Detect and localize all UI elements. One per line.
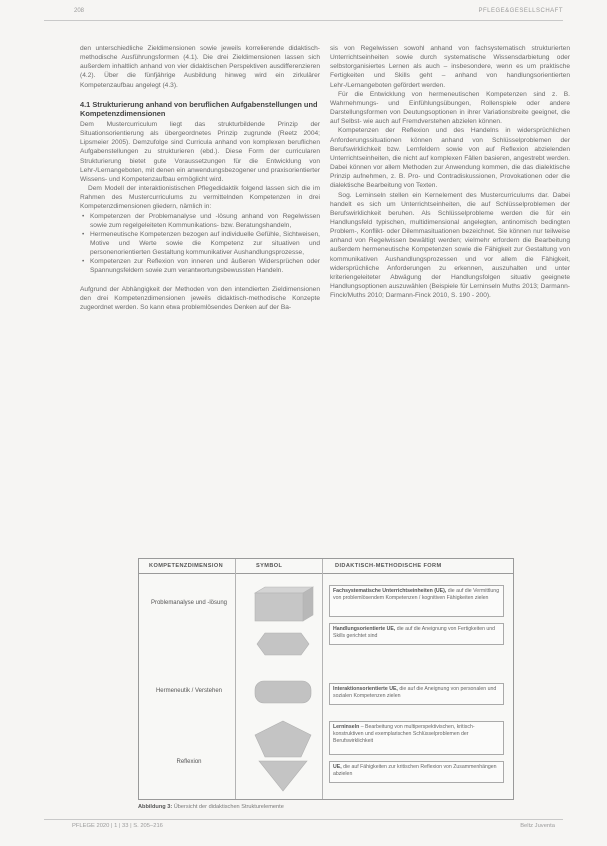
row-label-reflexion: Reflexion xyxy=(176,759,202,765)
page-number: 208 xyxy=(74,8,85,14)
form-box-lerninseln: Lerninseln – Bearbeitung von multiperspektivischen, kritisch-konstruktiven und exemplarischen Schlüsselproblemen der Berufswirklichkeit xyxy=(329,721,504,755)
right-column xyxy=(330,44,570,300)
rounded-block-symbol-icon xyxy=(249,677,317,707)
figure-col-form: DIDAKTISCH-METHODISCHE FORM xyxy=(335,563,442,569)
list-item: • Hermeneutische Kompetenzen bezogen auf individuelle Gefühle, Sichtweisen, Motive und Werte sowie die Kompetenz zur situativen und personenorientierten Gestaltung kommunikativer Aushandlungsprozesse, xyxy=(86,230,320,257)
paragraph: den unterschiedliche Zieldimensionen sowie jeweils korrelierende didaktisch-methodische Ausführungsformen (4.1). Die drei Zieldimensionen lassen sich außerdem inhaltlich anhand von vier didaktischen Perspektiven ausdifferenzieren (4.2). Über die fünfjährige Ausbildung hinweg wird ein zirkulärer Kompetenzaufbau angelegt (4.3). xyxy=(80,45,320,89)
paragraph: Sog. Lerninseln stellen ein Kernelement des Mustercurriculums dar. Dabei handelt es sich um Unterrichtseinheiten, die auf Schlüsselproblemen der Berufswirklichkeit beruhen. Als Schlüsselprobleme werden die für ein Handlungsfeld typischen, multidimensional angelegten, antinomisch bedingten Problem-, Konflikt- oder Dilemmasituationen bezeichnet. Sie können nur teilweise anhand von Regelwissen bewältigt werden; vielmehr erfordern die Bearbeitung außerdem hermeneutische Kompetenzen sowie die Fähigkeit zur Gestaltung von kommunikativen Aushandlungsprozessen und vor allem die Fähigkeit, widersprüchliche Anforderungen zu erkennen, auszuhalten und unter kriteriengeleiteter Abwägung der Handlungsfolgen situativ geeignete Handlungsoptionen auszuwählen (Beispiele für Lerninseln Muths 2013; Darmann-Finck/Muths 2010; Darmann-Finck 2010, S. 190 - 200). xyxy=(330,191,570,300)
form-box-interaktionsorientiert: Interaktionsorientierte UE, die auf die Aneignung von personalen und sozialen Kompetenzen zielen xyxy=(329,683,504,705)
section-heading: 4.1 Strukturierung anhand von beruflichen Aufgabenstellungen und Kompetenzdimensionen xyxy=(80,99,318,119)
figure-col-symbol: SYMBOL xyxy=(256,563,283,569)
list-item: • Kompetenzen zur Reflexion von inneren und äußeren Widersprüchen oder Spannungsfeldern sowie zum verantwortungsbewussten Handeln. xyxy=(86,257,320,275)
paragraph: Dem Mustercurriculum liegt das strukturbildende Prinzip der Situationsorientierung als übergeordnetes Prinzip zugrunde (Reetz 2004; Lipsmeier 2005). Demzufolge sind Curricula anhand von komplexen beruflichen Aufgabenstellungen zu strukturieren (ebd.). Diese Form der curricularen Strukturierung bietet gute Voraussetzungen für die Entwicklung von Lehr-/Lernangeboten, mit denen ein anwendungsbezogener und praxisorientierter Wissens- und Kompetenzaufbau ermöglicht wird. xyxy=(80,120,320,183)
footer-citation: PFLEGE 2020 | 1 | 33 | S. 205–216 xyxy=(72,823,163,829)
figure-header xyxy=(139,559,513,574)
list-item: • Kompetenzen der Problemanalyse und -lösung anhand von Regelwissen sowie zum regelgeleiteten Kommunikations- bzw. Beratungshandeln, xyxy=(86,212,320,230)
figure-caption: Abbildung 3: Übersicht der didaktischen Strukturelemente xyxy=(138,804,284,810)
paragraph: Aufgrund der Abhängigkeit der Methoden von den intendierten Zieldimensionen den drei Kompetenzdimensionen jeweils didaktisch-methodische Konzepte zugeordnet werden. So kann etwa problemlösendes Denken auf der Ba- xyxy=(80,285,320,311)
figure-didactic-elements xyxy=(138,558,514,800)
pentagon-symbol-icon xyxy=(253,719,313,759)
form-box-fachsystematisch: Fachsystematische Unterrichtseinheiten (UE), die auf die Vermittlung von problemlösendem Kompetenzen / kognitiven Fähigkeiten zielen xyxy=(329,585,504,617)
page-header xyxy=(44,6,563,21)
form-box-handlungsorientiert: Handlungsorientierte UE, die auf die Aneignung von Fertigkeiten und Skills gerichtet sind xyxy=(329,623,504,645)
row-label-problemanalyse: Problemanalyse und -lösung xyxy=(150,600,228,606)
journal-name: PFLEGE&GESELLSCHAFT xyxy=(478,8,563,14)
form-box-reflexion: UE, die auf Fähigkeiten zur kritischen Reflexion von Zusammenhängen abzielen xyxy=(329,761,504,783)
paragraph: Dem Modell der interaktionistischen Pflegedidaktik folgend lassen sich die im Rahmen des Mustercurriculums zu vermittelnden Kompetenzen in drei Kompetenzdimensionen gliedern, nämlich in: xyxy=(80,185,320,211)
footer-publisher: Beltz Juventa xyxy=(520,823,555,829)
paragraph: Kompetenzen der Reflexion und des Handelns in widersprüchlichen Anforderungssituationen können anhand von Schlüsselproblemen der Berufswirklichkeit bzw. Lernfeldern sowie von auf Reflexion abzielenden Unterrichtseinheiten, die nicht auf komplexen Fällen basieren, angestrebt werden. Dabei können vor allem Methoden zur Anwendung kommen, die das dialektische Prinzip aufnehmen, z. B. Pro- und Contradiskussionen, Provokationen oder die dialektische Bearbeitung von Texten. xyxy=(330,127,570,190)
bullet-list xyxy=(80,212,320,276)
row-label-hermeneutik: Hermeneutik / Verstehen xyxy=(155,688,223,694)
page-footer xyxy=(44,819,563,832)
paragraph: Für die Entwicklung von hermeneutischen Kompetenzen sind z. B. Wahrnehmungs- und Einfühlungsübungen, Rollenspiele oder andere Darstellungsformen von Deutungsoptionen in ihrer Variationsbreite geeignet, die auf Selbst- wie auch auf Fremdverstehen abzielen können. xyxy=(330,90,570,126)
figure-col-kompetenz: KOMPETENZDIMENSION xyxy=(149,563,224,569)
triangle-symbol-icon xyxy=(257,759,309,793)
cuboid-symbol-icon xyxy=(249,585,317,627)
paragraph: sis von Regelwissen sowohl anhand von fachsystematisch strukturierten Unterrichtseinheiten sowie durch systematische Wissensdarbietung oder selbstorganisiertes Lernen als auch – insbesondere, wenn es um praktische Fertigkeiten und Skills geht – anhand von handlungsorientierten Lehr-/Lernangeboten gefördert werden. xyxy=(330,45,570,89)
hexagon-symbol-icon xyxy=(249,631,317,657)
left-column xyxy=(80,44,320,312)
